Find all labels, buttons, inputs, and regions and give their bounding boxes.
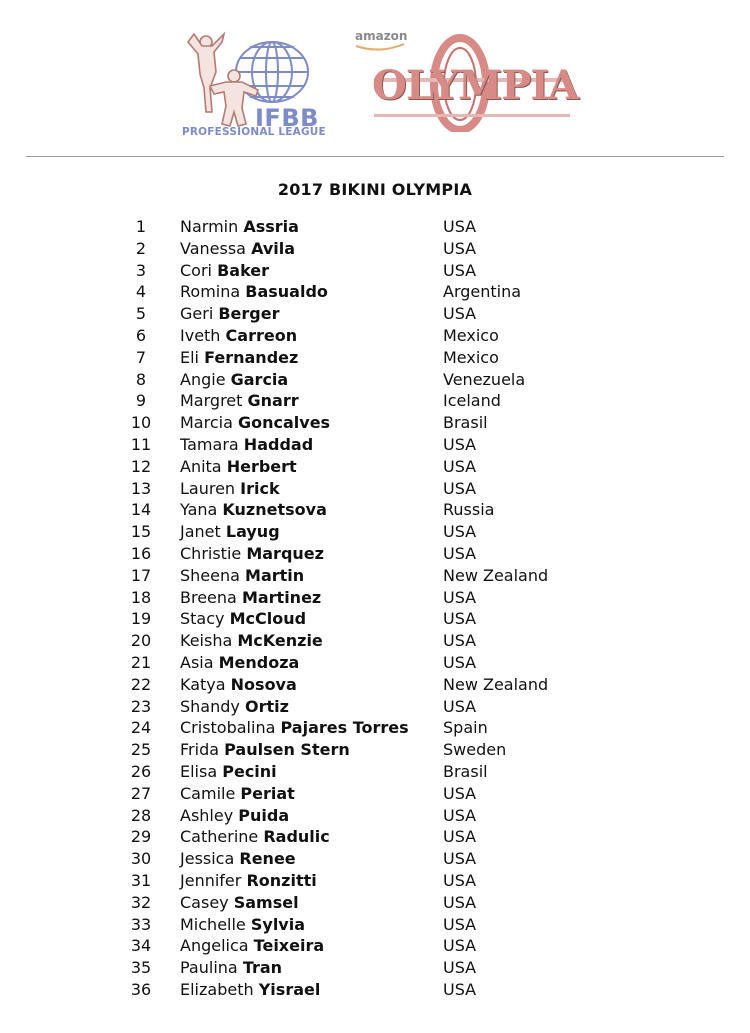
competitor-number: 10 <box>130 413 152 433</box>
competitor-last-name: Gnarr <box>247 391 299 411</box>
competitor-last-name: Pajares Torres <box>280 718 409 738</box>
competitor-number: 27 <box>130 783 152 803</box>
list-item <box>0 521 750 543</box>
list-item <box>0 238 750 260</box>
competitor-last-name: Baker <box>217 260 270 280</box>
list-item <box>0 892 750 914</box>
ifbb-logo-word: IFBB <box>255 104 319 132</box>
competitor-country: USA <box>443 783 477 803</box>
competitor-last-name: Periat <box>240 783 295 803</box>
list-item <box>0 347 750 369</box>
competitor-number: 20 <box>130 631 152 651</box>
competitor-country: Argentina <box>443 282 522 302</box>
competitor-number: 32 <box>130 892 152 912</box>
competitor-number: 35 <box>130 958 152 978</box>
competitor-name <box>180 281 328 303</box>
competitor-last-name: Haddad <box>243 434 314 454</box>
competitor-last-name: Teixeira <box>253 936 325 956</box>
competitor-name <box>180 325 297 347</box>
list-item <box>0 761 750 783</box>
competitor-number: 34 <box>130 936 152 956</box>
list-item <box>0 652 750 674</box>
competitor-last-name: Assria <box>243 217 299 236</box>
competitor-name <box>180 696 289 718</box>
competitor-last-name: Martin <box>245 565 305 585</box>
competitor-last-name: Yisrael <box>258 979 321 999</box>
list-item <box>0 848 750 870</box>
list-item <box>0 456 750 478</box>
competitor-name <box>180 739 350 761</box>
header-divider <box>26 156 724 157</box>
competitor-last-name: Mendoza <box>218 652 300 672</box>
list-item <box>0 717 750 739</box>
competitor-country: USA <box>443 827 477 847</box>
competitor-first-name: Jessica <box>180 849 235 869</box>
competitor-first-name: Catherine <box>180 827 259 847</box>
competitor-number: 25 <box>130 740 152 760</box>
list-item <box>0 783 750 805</box>
competitor-name <box>180 652 299 674</box>
list-item <box>0 630 750 652</box>
competitor-country: USA <box>443 478 477 498</box>
competitor-name <box>180 608 306 630</box>
competitor-number: 16 <box>130 543 152 563</box>
list-item <box>0 674 750 696</box>
competitor-country: USA <box>443 609 477 629</box>
competitor-first-name: Shandy <box>180 696 240 716</box>
competitor-last-name: Radulic <box>263 827 330 847</box>
competitor-first-name: Elisa <box>180 761 218 781</box>
competitor-last-name: Puida <box>238 805 290 825</box>
competitor-first-name: Breena <box>180 587 237 607</box>
competitor-first-name: Vanessa <box>180 238 246 258</box>
amazon-sponsor-word: amazon <box>355 29 408 43</box>
competitor-number: 6 <box>135 325 147 345</box>
competitor-name <box>180 630 323 652</box>
competitor-number: 22 <box>130 674 152 694</box>
competitor-last-name: Layug <box>225 522 280 542</box>
competitor-number: 33 <box>130 914 152 934</box>
list-item <box>0 914 750 936</box>
competitor-last-name: Samsel <box>233 892 299 912</box>
competitor-name <box>180 478 280 500</box>
competitor-first-name: Keisha <box>180 631 233 651</box>
competitor-number: 15 <box>130 522 152 542</box>
competitor-first-name: Angie <box>180 369 226 389</box>
list-item <box>0 979 750 1001</box>
competitor-first-name: Katya <box>180 674 226 694</box>
competitor-last-name: Marquez <box>246 543 324 563</box>
competitor-country: New Zealand <box>443 565 549 585</box>
competitor-name <box>180 303 280 325</box>
competitor-number: 24 <box>130 718 152 738</box>
list-item <box>0 826 750 848</box>
competitor-number: 13 <box>130 478 152 498</box>
competitor-name <box>180 717 409 739</box>
competitor-list <box>0 216 750 1001</box>
competitor-last-name: Garcia <box>230 369 289 389</box>
competitor-last-name: Irick <box>240 478 280 498</box>
competitor-last-name: McCloud <box>229 609 307 629</box>
competitor-last-name: Fernandez <box>204 347 299 367</box>
competitor-name <box>180 892 299 914</box>
competitor-first-name: Romina <box>180 282 241 302</box>
competitor-number: 31 <box>130 870 152 890</box>
competitor-last-name: Kuznetsova <box>222 500 327 520</box>
competitor-country: Russia <box>443 500 495 520</box>
competitor-number: 4 <box>135 282 147 302</box>
competitor-first-name: Michelle <box>180 914 246 934</box>
competitor-first-name: Jennifer <box>180 870 242 890</box>
competitor-first-name: Lauren <box>180 478 236 498</box>
competitor-last-name: Martinez <box>241 587 322 607</box>
competitor-name <box>180 543 324 565</box>
competitor-name <box>180 390 299 412</box>
competitor-number: 28 <box>130 805 152 825</box>
competitor-name <box>180 456 297 478</box>
competitor-last-name: Ronzitti <box>246 870 317 890</box>
competitor-number: 23 <box>130 696 152 716</box>
competitor-first-name: Iveth <box>180 325 221 345</box>
competitor-first-name: Geri <box>180 304 214 324</box>
competitor-country: USA <box>443 456 477 476</box>
competitor-last-name: McKenzie <box>237 631 323 651</box>
amazon-smile-icon <box>356 44 404 50</box>
competitor-country: USA <box>443 892 477 912</box>
competitor-country: USA <box>443 260 477 280</box>
competitor-last-name: Avila <box>251 238 296 258</box>
competitor-country: USA <box>443 304 477 324</box>
competitor-first-name: Cristobalina <box>180 718 276 738</box>
competitor-country: USA <box>443 652 477 672</box>
competitor-first-name: Ashley <box>180 805 234 825</box>
competitor-country: USA <box>443 958 477 978</box>
competitor-number: 8 <box>135 369 147 389</box>
competitor-first-name: Cori <box>180 260 212 280</box>
competitor-name <box>180 434 313 456</box>
competitor-first-name: Narmin <box>180 217 239 236</box>
competitor-number: 26 <box>130 761 152 781</box>
competitor-last-name: Paulsen Stern <box>224 740 350 760</box>
list-item <box>0 390 750 412</box>
competitor-name <box>180 914 305 936</box>
competitor-country: New Zealand <box>443 674 549 694</box>
list-item <box>0 216 750 238</box>
competitor-last-name: Sylvia <box>250 914 306 934</box>
competitor-first-name: Sheena <box>180 565 240 585</box>
competitor-name <box>180 499 327 521</box>
competitor-name <box>180 826 330 848</box>
competitor-name <box>180 935 324 957</box>
competitor-first-name: Stacy <box>180 609 225 629</box>
competitor-first-name: Margret <box>180 391 243 411</box>
competitor-number: 2 <box>135 238 147 258</box>
competitor-name <box>180 783 295 805</box>
posing-figures-icon <box>188 34 258 126</box>
competitor-last-name: Goncalves <box>237 413 331 433</box>
competitor-number: 5 <box>135 304 147 324</box>
competitor-number: 29 <box>130 827 152 847</box>
list-item <box>0 434 750 456</box>
competitor-first-name: Eli <box>180 347 199 367</box>
competitor-country: USA <box>443 696 477 716</box>
competitor-first-name: Casey <box>180 892 229 912</box>
competitor-number: 1 <box>135 217 147 236</box>
competitor-number: 21 <box>130 652 152 672</box>
competitor-country: USA <box>443 979 477 999</box>
competitor-first-name: Marcia <box>180 413 233 433</box>
competitor-country: Brasil <box>443 761 488 781</box>
competitor-country: USA <box>443 238 477 258</box>
competitor-first-name: Tamara <box>180 434 239 454</box>
list-item <box>0 935 750 957</box>
competitor-last-name: Tran <box>242 958 283 978</box>
competitor-name <box>180 805 289 827</box>
competitor-number: 36 <box>130 979 152 999</box>
competitor-last-name: Nosova <box>230 674 297 694</box>
list-item <box>0 281 750 303</box>
competitor-country: USA <box>443 434 477 454</box>
olympia-logo-word: OLYMPIA <box>372 62 579 109</box>
competitor-last-name: Berger <box>218 304 280 324</box>
competitor-first-name: Paulina <box>180 958 238 978</box>
list-item <box>0 303 750 325</box>
competitor-first-name: Elizabeth <box>180 979 254 999</box>
competitor-name <box>180 674 297 696</box>
competitor-country: Mexico <box>443 347 499 367</box>
competitor-country: USA <box>443 914 477 934</box>
competitor-first-name: Frida <box>180 740 220 760</box>
competitor-name <box>180 565 304 587</box>
competitor-country: USA <box>443 217 477 236</box>
competitor-number: 17 <box>130 565 152 585</box>
list-item <box>0 412 750 434</box>
page-title: 2017 BIKINI OLYMPIA <box>277 180 473 199</box>
list-item <box>0 325 750 347</box>
competitor-first-name: Anita <box>180 456 222 476</box>
competitor-country: Mexico <box>443 325 499 345</box>
competitor-last-name: Herbert <box>226 456 297 476</box>
list-item <box>0 696 750 718</box>
competitor-number: 19 <box>130 609 152 629</box>
competitor-number: 30 <box>130 849 152 869</box>
list-item <box>0 739 750 761</box>
competitor-name <box>180 848 296 870</box>
competitor-country: Iceland <box>443 391 501 411</box>
competitor-name <box>180 238 295 260</box>
competitor-number: 14 <box>130 500 152 520</box>
competitor-number: 12 <box>130 456 152 476</box>
competitor-first-name: Angelica <box>180 936 249 956</box>
competitor-name <box>180 260 269 282</box>
list-item <box>0 587 750 609</box>
competitor-country: USA <box>443 587 477 607</box>
list-item <box>0 260 750 282</box>
competitor-last-name: Pecini <box>222 761 277 781</box>
competitor-country: USA <box>443 543 477 563</box>
ifbb-logo-subtitle: PROFESSIONAL LEAGUE <box>182 126 326 138</box>
competitor-name <box>180 521 280 543</box>
competitor-last-name: Basualdo <box>245 282 328 302</box>
list-item <box>0 565 750 587</box>
competitor-country: USA <box>443 936 477 956</box>
competitor-country: Brasil <box>443 413 488 433</box>
list-item <box>0 805 750 827</box>
competitor-country: USA <box>443 849 477 869</box>
list-item <box>0 870 750 892</box>
document-header <box>0 0 750 150</box>
competitor-last-name: Renee <box>239 849 296 869</box>
competitor-country: USA <box>443 522 477 542</box>
list-item <box>0 957 750 979</box>
competitor-number: 3 <box>135 260 147 280</box>
competitor-country: Spain <box>443 718 488 738</box>
competitor-name <box>180 587 321 609</box>
competitor-first-name: Janet <box>180 522 221 542</box>
competitor-last-name: Carreon <box>225 325 298 345</box>
competitor-name <box>180 216 299 238</box>
competitor-number: 7 <box>135 347 147 367</box>
list-item <box>0 499 750 521</box>
competitor-number: 9 <box>135 391 147 411</box>
competitor-country: Venezuela <box>443 369 526 389</box>
competitor-name <box>180 957 282 979</box>
competitor-first-name: Camile <box>180 783 236 803</box>
competitor-name <box>180 369 288 391</box>
competitor-name <box>180 979 320 1001</box>
competitor-name <box>180 347 298 369</box>
list-item <box>0 543 750 565</box>
list-item <box>0 608 750 630</box>
competitor-country: USA <box>443 631 477 651</box>
competitor-first-name: Christie <box>180 543 242 563</box>
list-item <box>0 369 750 391</box>
competitor-country: USA <box>443 805 477 825</box>
competitor-last-name: Ortiz <box>244 696 289 716</box>
competitor-country: Sweden <box>443 740 507 760</box>
competitor-name <box>180 761 277 783</box>
competitor-country: USA <box>443 870 477 890</box>
competitor-name <box>180 870 317 892</box>
competitor-first-name: Yana <box>180 500 218 520</box>
competitor-number: 18 <box>130 587 152 607</box>
competitor-first-name: Asia <box>180 652 214 672</box>
competitor-number: 11 <box>130 434 152 454</box>
list-item <box>0 478 750 500</box>
competitor-name <box>180 412 330 434</box>
